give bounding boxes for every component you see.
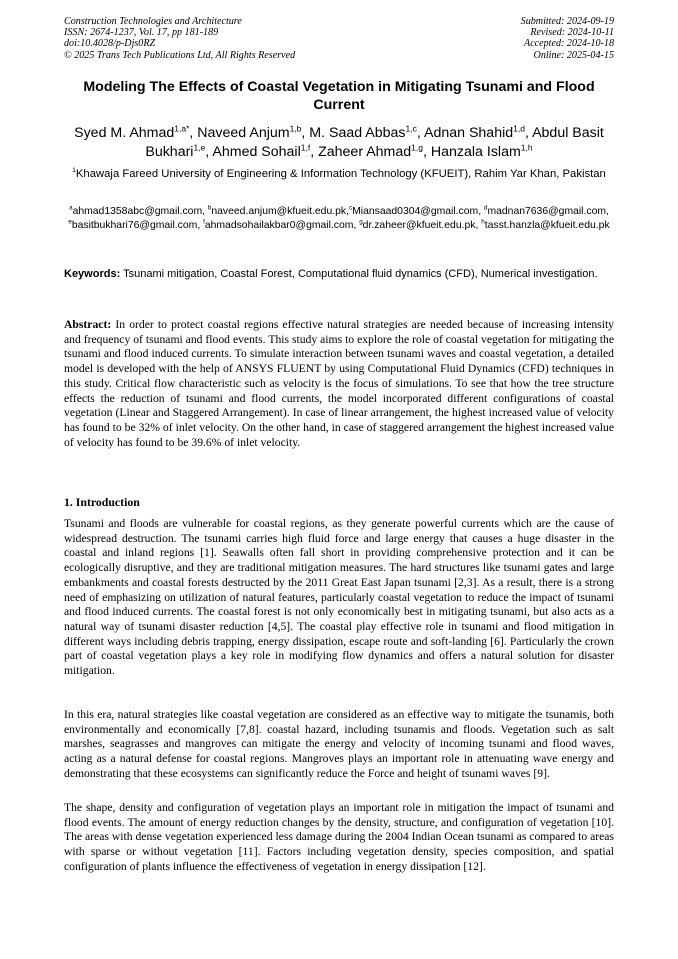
author-sup: 1,e [193, 142, 206, 153]
author: Adnan Shahid$^{1,d}$, [423, 123, 533, 141]
date-online: Online: 2025-04-15 [533, 49, 614, 61]
paper-title: Modeling The Effects of Coastal Vegetation in Mitigating Tsunami and Flood Current [83, 79, 595, 113]
paragraph: In this era, natural strategies like coastal vegetation are considered as an effective way to mitigate the tsunamis, both environmentally and economically [7,8]. coastal hazard, including tsunamis and floods. Vegetation such as salt marshes, seagrasses and mangroves can mitigate the energy and velocity of incoming tsunami and flood waves, acting as a natural defense for coastal regions. Mangroves plays an important role in attenuating wave energy and demonstrating that these ecosystems can significantly reduce the Force and height of tsunami waves [9]. [64, 708, 614, 780]
affiliation-text: Khawaja Fareed University of Engineering & Information Technology (KFUEIT), Rahim Yar Khan, Pakistan [75, 168, 606, 180]
author: M. Saad Abbas$^{1,c}$, [309, 123, 424, 141]
keywords-label: Keywords: [64, 268, 121, 280]
email: $^g$dr.zaheer@kfueit.edu.pk, [359, 218, 482, 231]
email: $^h$tasst.hanzla@kfueit.edu.pk [481, 218, 610, 231]
email: $^a$ahmad1358abc@gmail.com, [69, 204, 208, 217]
author [431, 144, 533, 160]
paragraph: The shape, density and configuration of vegetation plays an important role in mitigation the impact of tsunami and flood events. The amount of energy reduction changes by the density, structure, and configuration of vegetation [10]. The areas with dense vegetation experienced less damage during the 2004 Indian Ocean tsunami as compared to areas with sparse or without vegetation [11]. Factors including vegetation density, species composition, and spatial configuration of plants influence the effectiveness of vegetation in energy dissipation [12]. [64, 801, 614, 873]
author-name: Naveed Anjum [197, 125, 290, 141]
journal-issn: ISSN: 2674-1237, Vol. 17, pp 181-189 [64, 27, 219, 39]
email: $^f$ahmadsohailakbar0@gmail.com, [203, 218, 357, 231]
author-name: Adnan Shahid [423, 125, 514, 141]
author: Zaheer Ahmad$^{1,g}$, [318, 142, 431, 160]
author-sup: 1,d [513, 123, 525, 134]
date-revised: Revised: 2024-10-11 [530, 27, 614, 39]
date-submitted: Submitted: 2024-09-19 [520, 16, 614, 27]
email: $^c$Miansaad0304@gmail.com, [349, 204, 482, 217]
author-name: Ahmed Sohail [212, 144, 301, 160]
paragraph: Tsunami and floods are vulnerable for coastal regions, as they generate powerful currents which are the cause of widespread destruction. The tsunami carries high fluid force and large energy that causes a huge disaster in the coastal and inland regions [1]. Seawalls often fall short in providing comprehensive protection and it can be ecologically disruptive, and they are traditional mitigation measures. The hard structures like tsunami gates and large embankments and coastal forests destructed by the 2011 Great East Japan tsunami [2,3]. As a result, there is a strong need of emphasizing on utilization of natural features, particularly coastal vegetation to reduce the impact of tsunami and flood induced currents. The coastal forest is not only economically best in mitigating tsunami, but also acts as a natural way of tsunami disaster reduction [4,5]. The coastal play effective role in tsunami and flood mitigation in different ways including debris trapping, energy dissipation, escape route and soft-landing [6]. Particularly the crown part of coastal vegetation plays a key role in modifying flow dynamics and offers a natural solution for disaster mitigation. [64, 517, 614, 678]
journal-doi: doi:10.4028/p-Djs0RZ [64, 38, 156, 50]
section-heading: 1. Introduction [64, 495, 140, 509]
author: Ahmed Sohail$^{1,f}$, [212, 142, 319, 160]
author-name: Zaheer Ahmad [318, 144, 412, 160]
affiliation [64, 167, 614, 182]
email: $^e$basitbukhari76@gmail.com, [68, 218, 204, 231]
author: Abdul Basit Bukhari$^{1,e}$, [145, 125, 604, 160]
author-name: Hanzala Islam [430, 144, 521, 160]
email: $^d$madnan7636@gmail.com, [483, 204, 609, 217]
author: Naveed Anjum$^{1,b}$, [197, 123, 310, 141]
author: Syed M. Ahmad$^{1,a*}$, [74, 123, 198, 141]
author-sup: 1,g [411, 142, 423, 153]
abstract [64, 318, 614, 450]
author-sup: 1,c [405, 123, 417, 134]
author-sup: 1,h [520, 142, 533, 153]
journal-name: Construction Technologies and Architecture [64, 16, 242, 27]
author-sup: 1,b [289, 123, 302, 134]
author-list [60, 124, 618, 162]
abstract-label: Abstract: [64, 318, 112, 331]
author-sup: 1,a* [174, 123, 190, 134]
journal-copyright: © 2025 Trans Tech Publications Ltd, All Rights Reserved [64, 49, 296, 61]
dates-header [521, 16, 614, 61]
date-accepted: Accepted: 2024-10-18 [524, 38, 614, 50]
author-name: Syed M. Ahmad [74, 125, 175, 141]
author-name: Abdul Basit Bukhari [145, 125, 604, 160]
affiliation-sup: 1 [72, 167, 76, 175]
email-list [64, 205, 614, 232]
journal-header [64, 16, 295, 61]
keywords [64, 268, 614, 282]
email: $^b$naveed.anjum@kfueit.edu.pk, [207, 204, 349, 217]
keywords-text: Tsunami mitigation, Coastal Forest, Computational fluid dynamics (CFD), Numerical investigation. [123, 268, 598, 280]
author-sup: 1,f [300, 142, 311, 153]
abstract-text: In order to protect coastal regions effective natural strategies are needed because of increasing intensity and frequency of tsunami and flood events. This study aims to explore the role of coastal vegetation for mitigating the tsunami and flood induced currents. To simulate interaction between tsunami waves and coastal vegetation, a detailed model is developed with the help of ANSYS FLUENT by using Computational Fluid Dynamics (CFD) techniques in this study. Critical flow characteristic such as velocity is the focus of simulations. To see that how the tree structure effects the reduction of tsunami and flood currents, the model incorporated different configurations of coastal vegetation (Linear and Staggered Arrangement). In case of linear arrangement, the highest increased value of velocity has found to be 32% of inlet velocity. On the other hand, in case of staggered arrangement the highest increased value of velocity has found to be 39.6% of inlet velocity. [64, 318, 614, 449]
author-name: M. Saad Abbas [309, 125, 406, 141]
